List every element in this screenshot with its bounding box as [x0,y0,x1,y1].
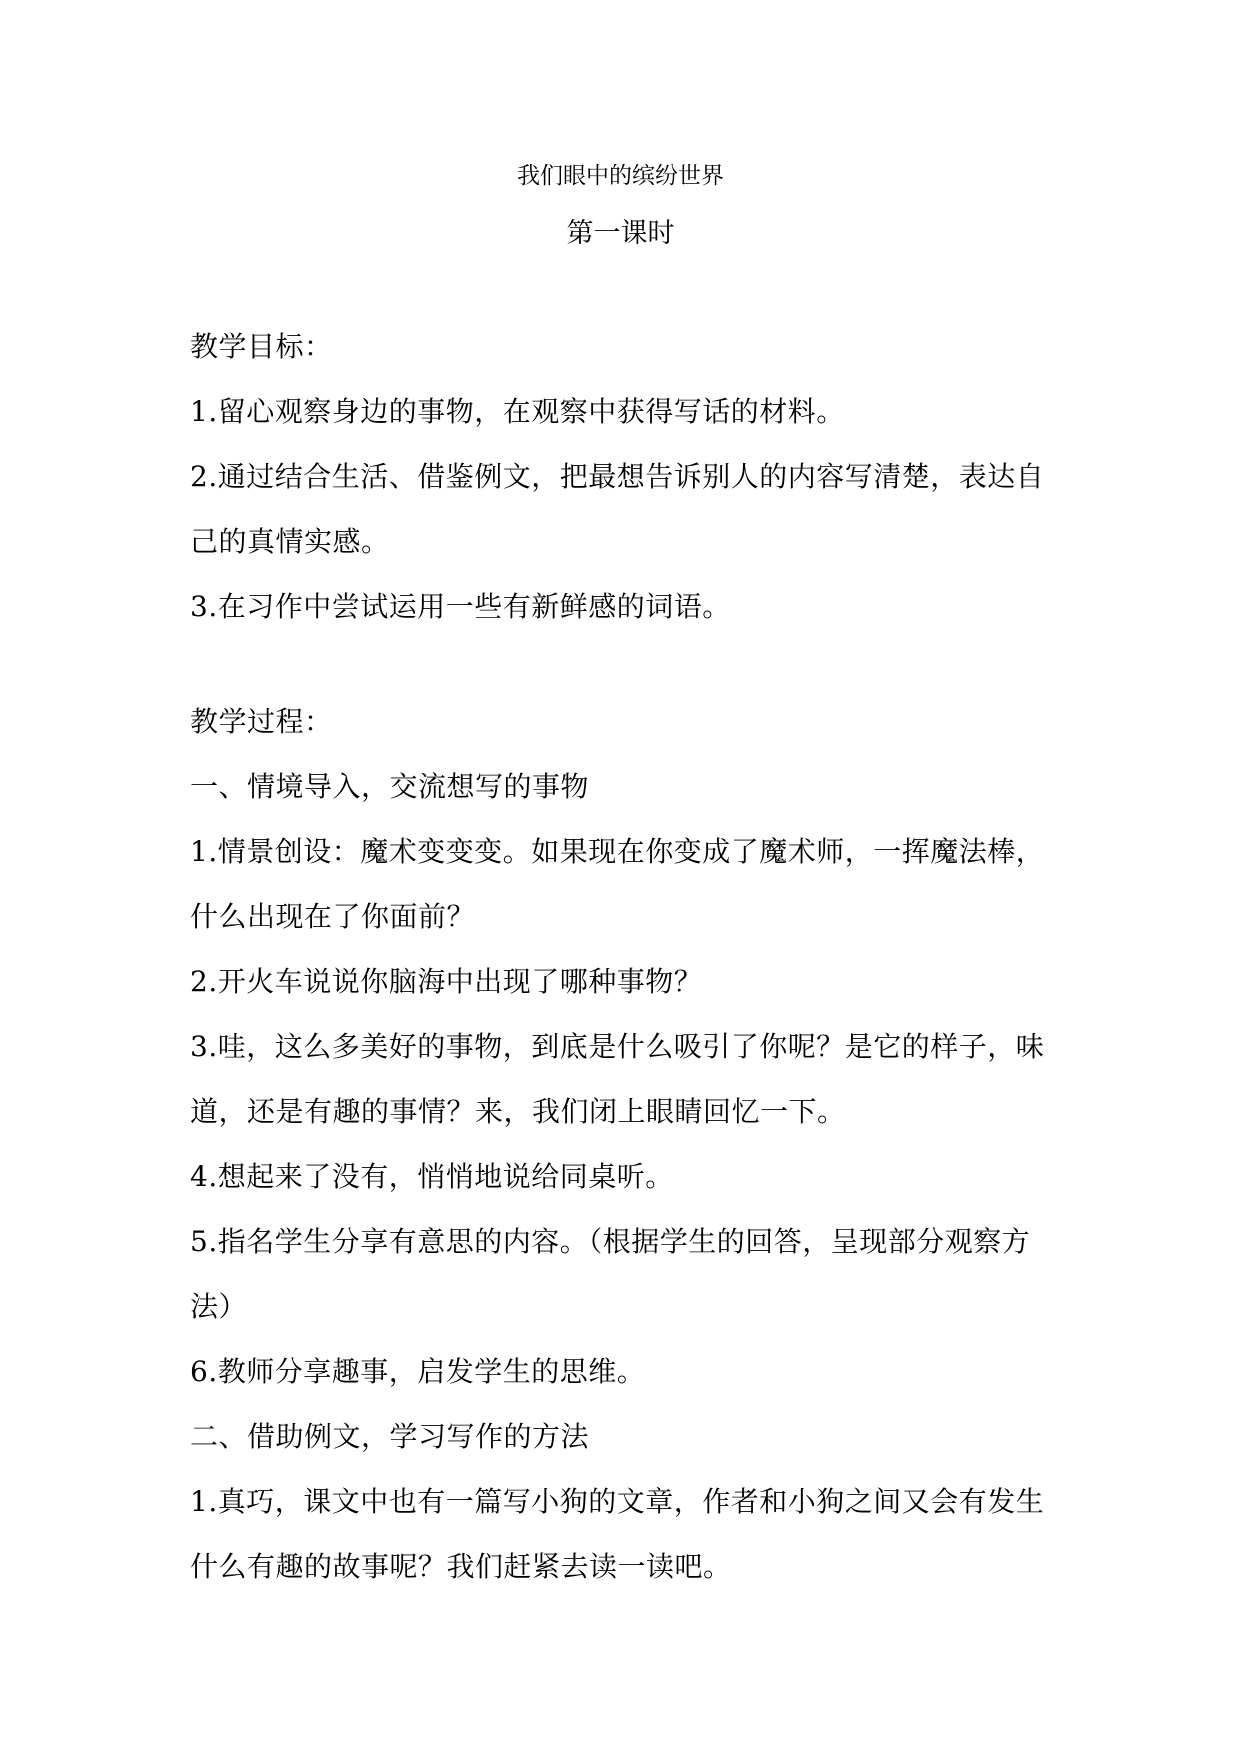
process-item-3: 3.哇，这么多美好的事物，到底是什么吸引了你呢？是它的样子，味 [190,1030,1045,1063]
objective-item-2-continued: 己的真情实感。 [190,525,390,558]
objective-item-1: 1.留心观察身边的事物，在观察中获得写话的材料。 [190,395,845,428]
document-title: 我们眼中的缤纷世界 [517,163,724,189]
process-item-2-1: 1.真巧，课文中也有一篇写小狗的文章，作者和小狗之间又会有发生 [190,1485,1045,1518]
document-subtitle: 第一课时 [566,218,675,249]
process-item-1-continued: 什么出现在了你面前？ [190,900,476,933]
process-item-3-continued: 道，还是有趣的事情？来，我们闭上眼睛回忆一下。 [190,1095,846,1128]
process-item-6: 6.教师分享趣事，启发学生的思维。 [190,1355,646,1388]
section-heading-objectives: 教学目标： [190,330,333,363]
process-item-4: 4.想起来了没有，悄悄地说给同桌听。 [190,1160,674,1193]
process-item-5: 5.指名学生分享有意思的内容。（根据学生的回答，呈现部分观察方 [190,1225,1031,1258]
process-item-1: 1.情景创设：魔术变变变。如果现在你变成了魔术师，一挥魔法棒， [190,835,1045,868]
subsection-heading-1: 一、情境导入，交流想写的事物 [190,770,590,803]
process-item-2-1-continued: 什么有趣的故事呢？我们赶紧去读一读吧。 [190,1550,732,1583]
subsection-heading-2: 二、借助例文，学习写作的方法 [190,1420,590,1453]
objective-item-3: 3.在习作中尝试运用一些有新鲜感的词语。 [190,590,731,623]
objective-item-2: 2.通过结合生活、借鉴例文，把最想告诉别人的内容写清楚，表达自 [190,460,1045,493]
section-heading-process: 教学过程： [190,705,333,738]
process-item-5-continued: 法） [190,1290,248,1323]
process-item-2: 2.开火车说说你脑海中出现了哪种事物？ [190,965,703,998]
